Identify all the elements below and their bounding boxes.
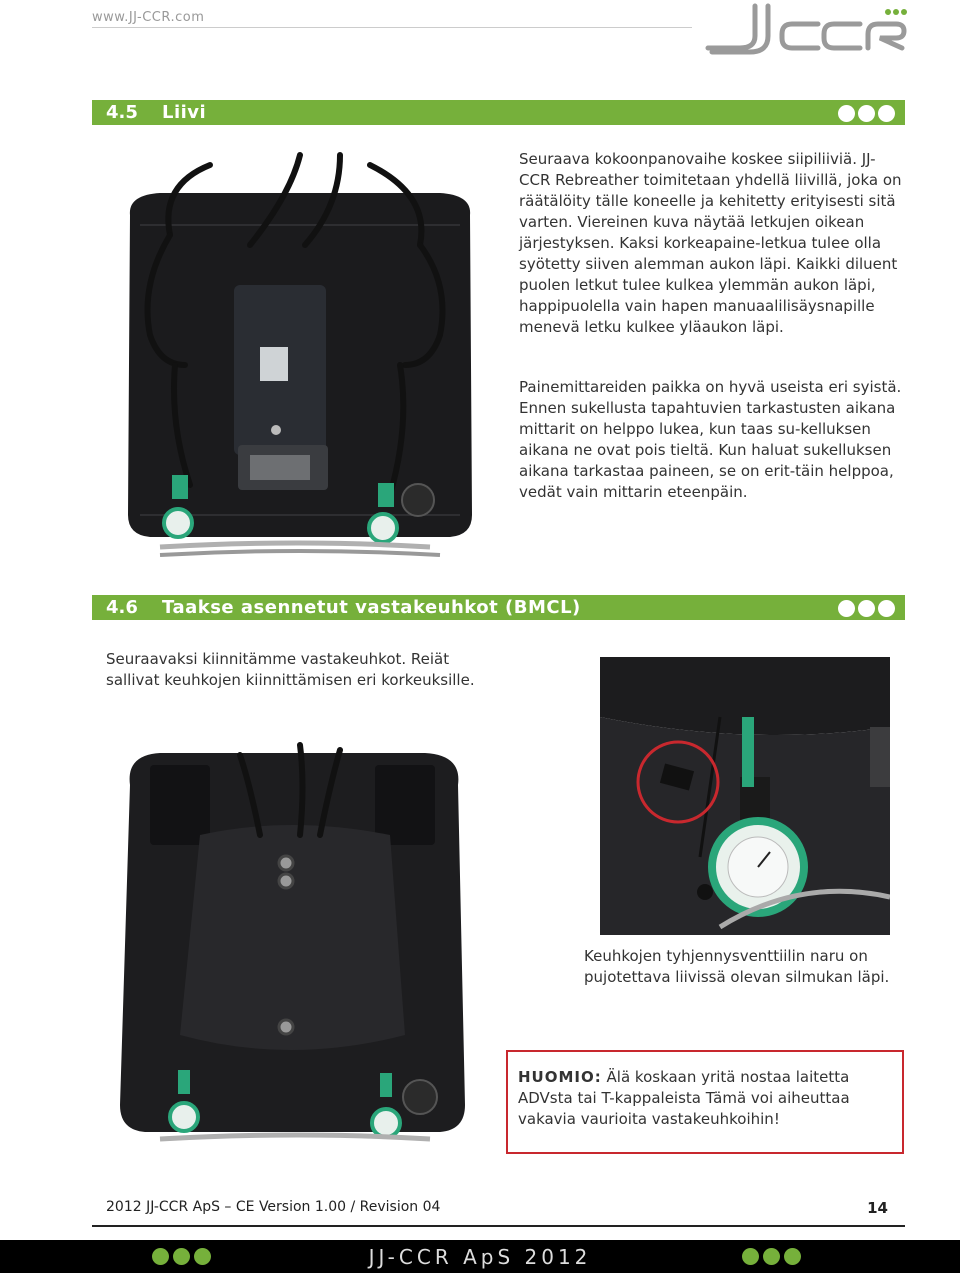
section-title: Taakse asennetut vastakeuhkot (BMCL) <box>162 597 581 618</box>
footer-rule <box>92 1225 905 1227</box>
warning-text <box>518 1067 898 1130</box>
band-dots-right <box>742 1248 805 1269</box>
header-rule <box>92 27 692 28</box>
gauge-photo-caption: Keuhkojen tyhjennysventtiilin naru on pujotettava liivissä olevan silmukan läpi. <box>584 947 890 986</box>
section-title: Liivi <box>162 102 207 123</box>
jjccr-logo <box>700 0 910 58</box>
site-url[interactable]: www.JJ-CCR.com <box>92 10 205 25</box>
section-heading-4-5 <box>92 100 905 125</box>
gauge-closeup-photo <box>600 657 890 935</box>
section1-paragraph1: Seuraava kokoonpanovaihe koskee siipiliiviä. JJ-CCR Rebreather toimitetaan yhdellä liivillä, joka on räätälöity tälle koneelle ja kehitetty erityisesti sitä varten. Viereinen kuva näytää letkujen oikean järjestyksen. Kaksi korkeapaine-letkua tulee olla syötetty siiven alemman aukon läpi. Kaikki diluent puolen letkut tulee kulkea ylemmän aukon läpi, happipuolella vain hapen manuaalilisäysnapille menevä letku kulkee yläaukon läpi. <box>519 150 902 336</box>
page-number: 14 <box>867 1199 888 1217</box>
bottom-band <box>0 1240 960 1273</box>
band-text: JJ-CCR ApS 2012 <box>368 1245 592 1269</box>
wing-hoses-photo <box>100 135 500 565</box>
warning-message: Älä koskaan yritä nostaa laitetta ADVsta tai T-kappaleista Tämä voi aiheuttaa vakavia vaurioita vastakeuhkoihin! <box>518 1068 850 1128</box>
counterlungs-photo <box>100 725 485 1155</box>
section-number: 4.5 <box>106 102 138 123</box>
footer-version: 2012 JJ-CCR ApS – CE Version 1.00 / Revision 04 <box>106 1199 441 1215</box>
section2-intro: Seuraavaksi kiinnitämme vastakeuhkot. Reiät sallivat keuhkojen kiinnittämisen eri korkeuksille. <box>106 650 475 689</box>
section-heading-4-6 <box>92 595 905 620</box>
section-number: 4.6 <box>106 597 138 618</box>
bullet-dots <box>835 599 895 624</box>
section1-paragraph2: Painemittareiden paikka on hyvä useista eri syistä. Ennen sukellusta tapahtuvien tarkastusten aikana mittarit on helppo lukea, kun taas su-kelluksen aikana ne ovat pois tieltä. Kun haluat sukelluksen aikana tarkastaa paineen, se on erit-täin helppoa, vedät vain mittarin eteenpäin. <box>519 378 902 501</box>
bullet-dots <box>835 104 895 129</box>
warning-label: HUOMIO: <box>518 1068 602 1086</box>
